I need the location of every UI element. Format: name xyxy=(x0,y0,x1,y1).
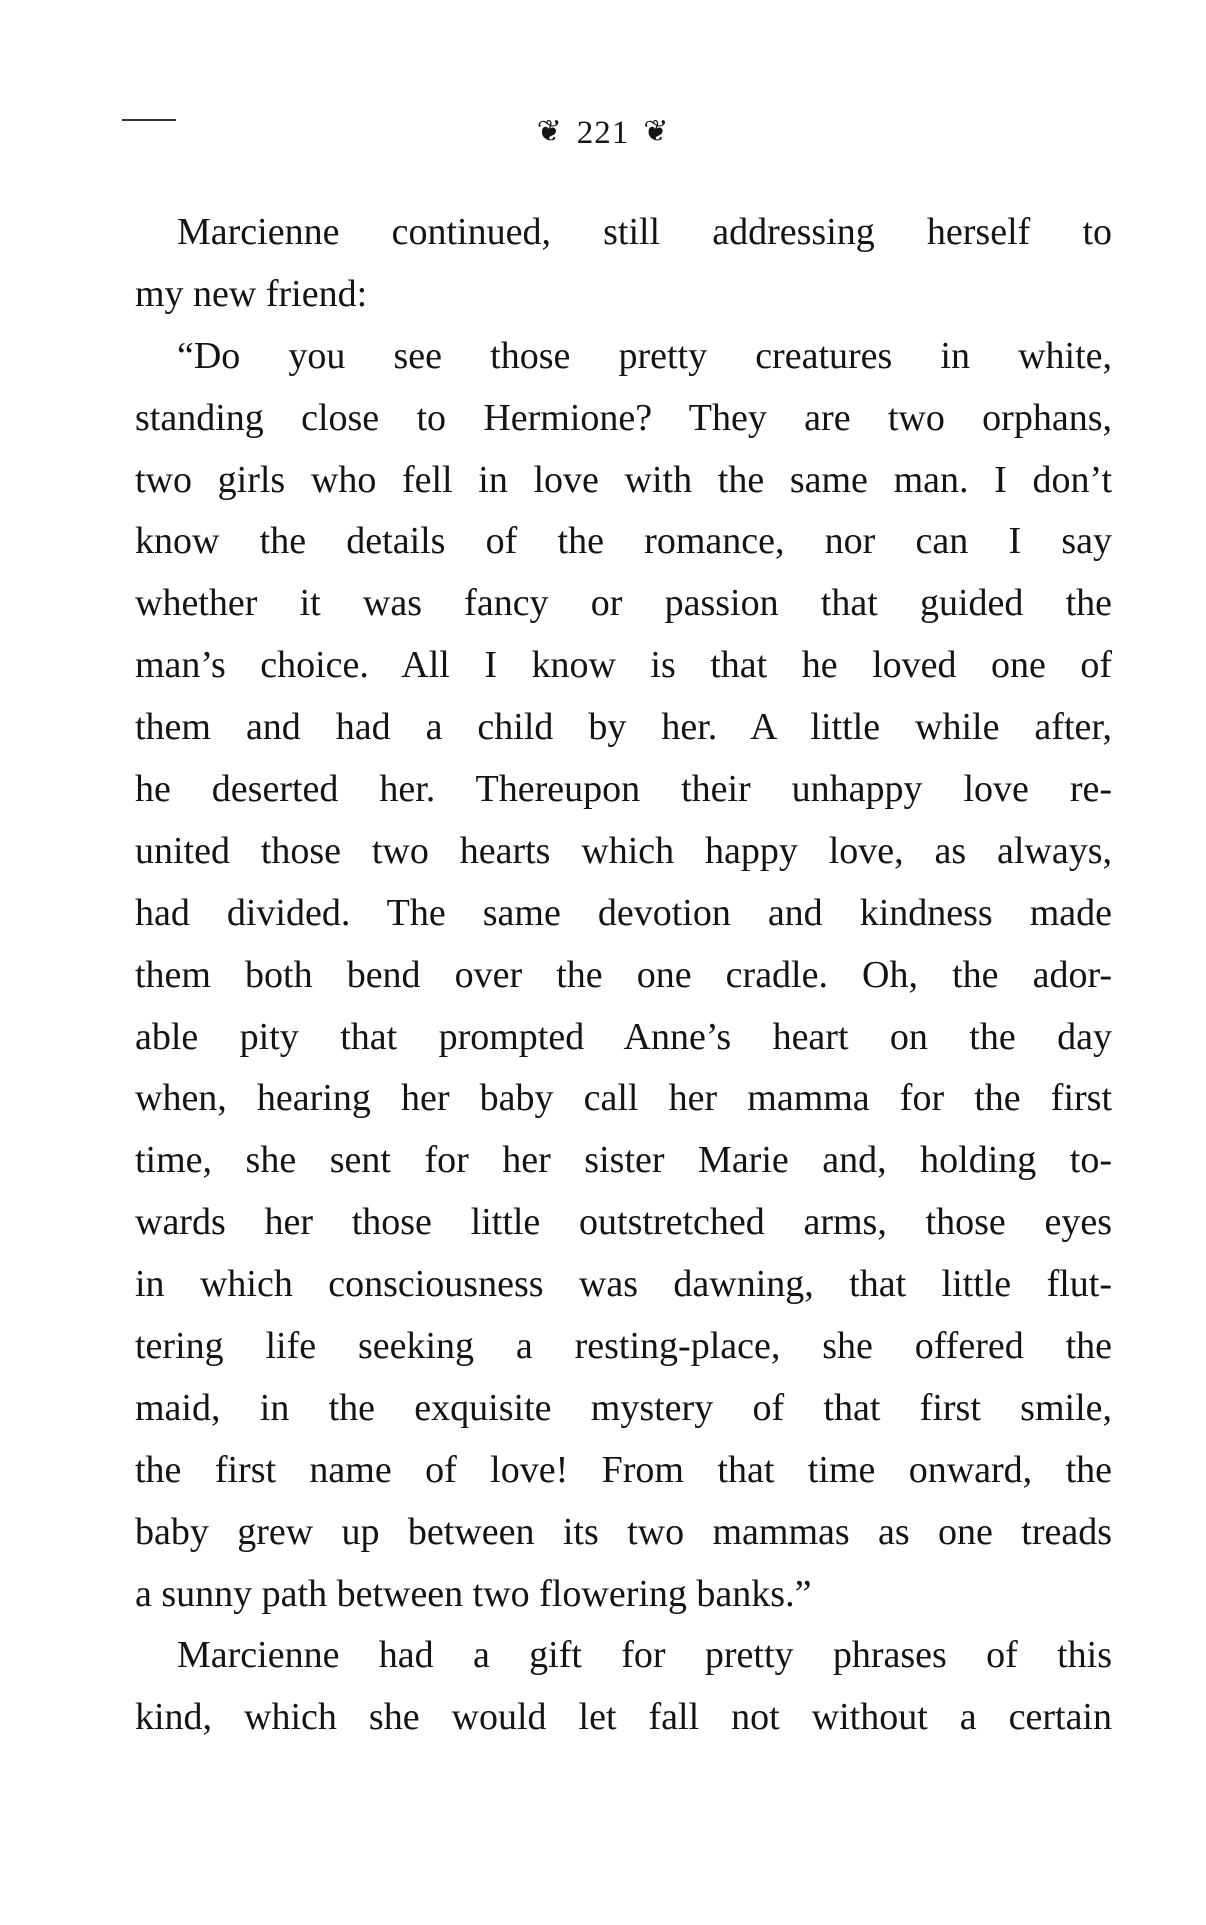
text-line: baby grew up between its two mammas as one treads xyxy=(135,1510,1112,1553)
paragraph xyxy=(135,326,1112,1626)
text-line: them and had a child by her. A little while after, xyxy=(135,706,1112,749)
text-line: Marcienne had a gift for pretty phrases of this xyxy=(177,1634,1112,1677)
text-line: them both bend over the one cradle. Oh, the ador- xyxy=(135,953,1112,996)
running-head xyxy=(0,112,1206,153)
text-line: in which consciousness was dawning, that little flut- xyxy=(135,1263,1112,1306)
text-line: standing close to Hermione? They are two orphans, xyxy=(135,396,1112,439)
text-line: united those two hearts which happy love, as always, xyxy=(135,829,1112,872)
text-line: Marcienne continued, still addressing herself to xyxy=(177,211,1112,253)
text-line: maid, in the exquisite mystery of that first smile, xyxy=(135,1386,1112,1429)
text-line: had divided. The same devotion and kindness made xyxy=(135,891,1112,934)
text-line: tering life seeking a resting-place, she offered the xyxy=(135,1325,1112,1368)
text-line: a sunny path between two flowering banks.” xyxy=(135,1572,812,1615)
text-line: able pity that prompted Anne’s heart on the day xyxy=(135,1015,1112,1058)
paragraph xyxy=(135,202,1112,326)
text-line: two girls who fell in love with the same man. I don’t xyxy=(135,458,1112,501)
text-line: “Do you see those pretty creatures in white, xyxy=(177,334,1112,377)
text-line: my new friend: xyxy=(135,272,368,315)
fleuron-right-icon: ❦ xyxy=(643,115,670,148)
text-line: wards her those little outstretched arms, those eyes xyxy=(135,1201,1112,1244)
text-line: whether it was fancy or passion that guided the xyxy=(135,582,1112,625)
text-line: know the details of the romance, nor can I say xyxy=(135,520,1112,563)
fleuron-left-icon: ❦ xyxy=(536,115,563,148)
text-line: man’s choice. All I know is that he loved one of xyxy=(135,644,1112,687)
text-line: when, hearing her baby call her mamma for the first xyxy=(135,1077,1112,1120)
text-line: he deserted her. Thereupon their unhappy love re- xyxy=(135,768,1112,811)
text-line: the first name of love! From that time onward, the xyxy=(135,1448,1112,1491)
body-text xyxy=(135,202,1112,1749)
text-line: time, she sent for her sister Marie and, holding to- xyxy=(135,1139,1112,1182)
text-line: kind, which she would let fall not without a certain xyxy=(135,1696,1112,1739)
page-number: 221 xyxy=(576,115,630,151)
paragraph xyxy=(135,1625,1112,1749)
